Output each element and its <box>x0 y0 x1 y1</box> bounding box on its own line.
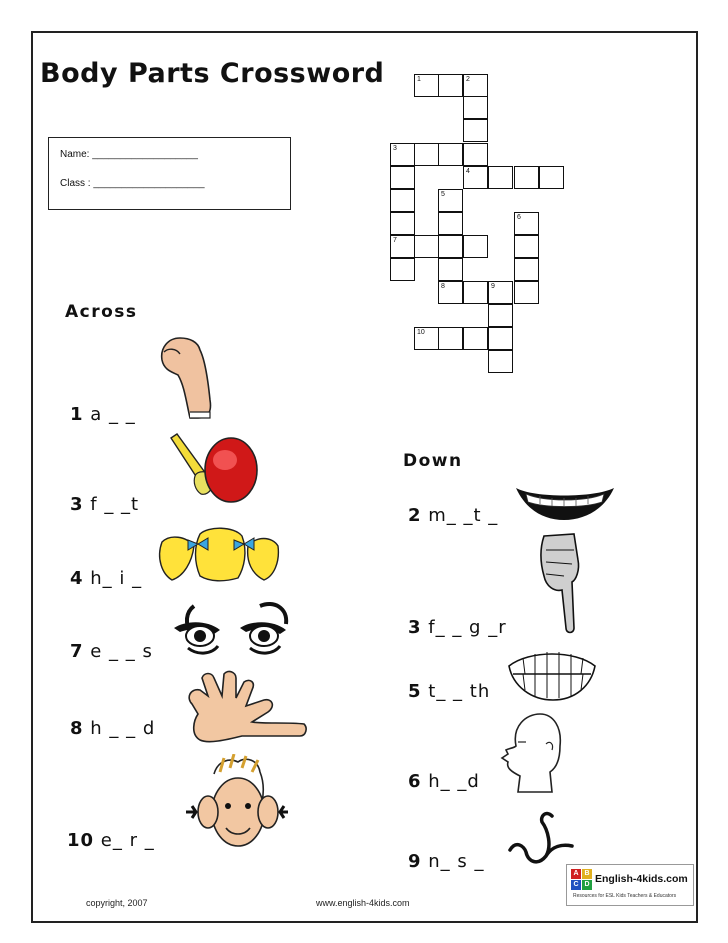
crossword-cell[interactable] <box>438 143 463 166</box>
clue-text: h_ i _ <box>90 568 143 589</box>
down-clue <box>408 851 485 872</box>
crossword-cell[interactable] <box>390 258 415 281</box>
crossword-cell[interactable] <box>488 304 513 327</box>
logo-blocks-icon: A B C D <box>571 869 593 891</box>
across-clue <box>70 718 155 739</box>
clue-number: 2 <box>466 76 470 83</box>
clue-number: 8 <box>441 283 445 290</box>
crossword-cell[interactable] <box>390 235 415 258</box>
crossword-cell[interactable] <box>488 166 513 189</box>
clue-number: 1 <box>417 76 421 83</box>
clue-number: 1 <box>70 404 84 425</box>
crossword-cell[interactable] <box>438 212 463 235</box>
english-4kids-logo[interactable] <box>566 864 694 906</box>
crossword-cell[interactable] <box>514 212 539 235</box>
crossword-cell[interactable] <box>390 166 415 189</box>
name-field[interactable]: Name: ___________________ <box>60 149 198 160</box>
logo-brand: English-4kids.com <box>595 873 688 885</box>
down-clue <box>408 617 507 638</box>
clue-number: 9 <box>491 283 495 290</box>
copyright-text: copyright, 2007 <box>86 898 148 908</box>
crossword-cell[interactable] <box>414 143 439 166</box>
crossword-cell[interactable] <box>514 166 539 189</box>
crossword-cell[interactable] <box>438 258 463 281</box>
clue-number: 5 <box>408 681 422 702</box>
finger-icon <box>534 530 586 636</box>
clue-number: 2 <box>408 505 422 526</box>
crossword-cell[interactable] <box>414 74 439 97</box>
clue-number: 10 <box>67 830 95 851</box>
down-clue <box>408 771 480 792</box>
class-field[interactable]: Class : ____________________ <box>60 178 205 189</box>
crossword-cell[interactable] <box>463 281 488 304</box>
clue-number: 10 <box>417 329 425 336</box>
clue-number: 3 <box>408 617 422 638</box>
across-clue <box>67 830 155 851</box>
clue-text: e_ r _ <box>100 830 155 851</box>
across-clue <box>70 494 139 515</box>
page-title: Body Parts Crossword <box>40 58 385 89</box>
crossword-cell[interactable] <box>438 74 463 97</box>
down-clue <box>408 681 490 702</box>
clue-text: a _ _ <box>90 404 136 425</box>
crossword-cell[interactable] <box>514 235 539 258</box>
clue-number: 4 <box>466 168 470 175</box>
crossword-cell[interactable] <box>414 327 439 350</box>
teeth-icon <box>505 646 599 704</box>
clue-number: 4 <box>70 568 84 589</box>
crossword-cell[interactable] <box>390 189 415 212</box>
clue-text: h _ _ d <box>90 718 156 739</box>
clue-number: 3 <box>393 145 397 152</box>
crossword-cell[interactable] <box>463 235 488 258</box>
hair-icon <box>152 522 282 584</box>
clue-text: f _ _t <box>90 494 140 515</box>
crossword-cell[interactable] <box>438 327 463 350</box>
clue-text: f_ _ g _r <box>428 617 507 638</box>
clue-number: 7 <box>70 641 84 662</box>
across-clue <box>70 641 153 662</box>
crossword-cell[interactable] <box>539 166 564 189</box>
clue-text: n_ s _ <box>428 851 485 872</box>
crossword-cell[interactable] <box>438 189 463 212</box>
crossword-cell[interactable] <box>390 143 415 166</box>
clue-text: h_ _d <box>428 771 480 792</box>
crossword-cell[interactable] <box>390 212 415 235</box>
student-info-box <box>48 137 291 210</box>
clue-number: 3 <box>70 494 84 515</box>
ear-icon <box>184 754 290 854</box>
crossword-cell[interactable] <box>463 143 488 166</box>
clue-number: 6 <box>408 771 422 792</box>
crossword-cell[interactable] <box>488 327 513 350</box>
across-clue <box>70 404 136 425</box>
nose-icon <box>506 806 578 872</box>
clue-text: t_ _ th <box>428 681 491 702</box>
clue-text: e _ _ s <box>90 641 153 662</box>
hand-icon <box>178 670 310 750</box>
crossword-cell[interactable] <box>438 281 463 304</box>
clue-number: 9 <box>408 851 422 872</box>
crossword-cell[interactable] <box>463 119 488 142</box>
clue-number: 7 <box>393 237 397 244</box>
head-icon <box>498 710 564 794</box>
crossword-cell[interactable] <box>488 281 513 304</box>
down-heading: Down <box>403 451 463 471</box>
crossword-cell[interactable] <box>414 235 439 258</box>
foot-icon <box>165 430 263 508</box>
crossword-cell[interactable] <box>463 166 488 189</box>
across-heading: Across <box>65 302 138 322</box>
mouth-icon <box>514 480 616 522</box>
crossword-cell[interactable] <box>463 96 488 119</box>
clue-number: 6 <box>517 214 521 221</box>
website-link[interactable]: www.english-4kids.com <box>316 898 410 908</box>
clue-number: 5 <box>441 191 445 198</box>
crossword-cell[interactable] <box>463 74 488 97</box>
crossword-cell[interactable] <box>514 258 539 281</box>
arm-icon <box>150 330 220 422</box>
crossword-cell[interactable] <box>438 235 463 258</box>
crossword-cell[interactable] <box>488 350 513 373</box>
logo-tagline: Resources for ESL Kids Teachers & Educators <box>573 893 677 899</box>
down-clue <box>408 505 498 526</box>
crossword-cell[interactable] <box>514 281 539 304</box>
across-clue <box>70 568 142 589</box>
crossword-cell[interactable] <box>463 327 488 350</box>
clue-number: 8 <box>70 718 84 739</box>
eyes-icon <box>170 598 292 664</box>
clue-text: m_ _t _ <box>428 505 499 526</box>
